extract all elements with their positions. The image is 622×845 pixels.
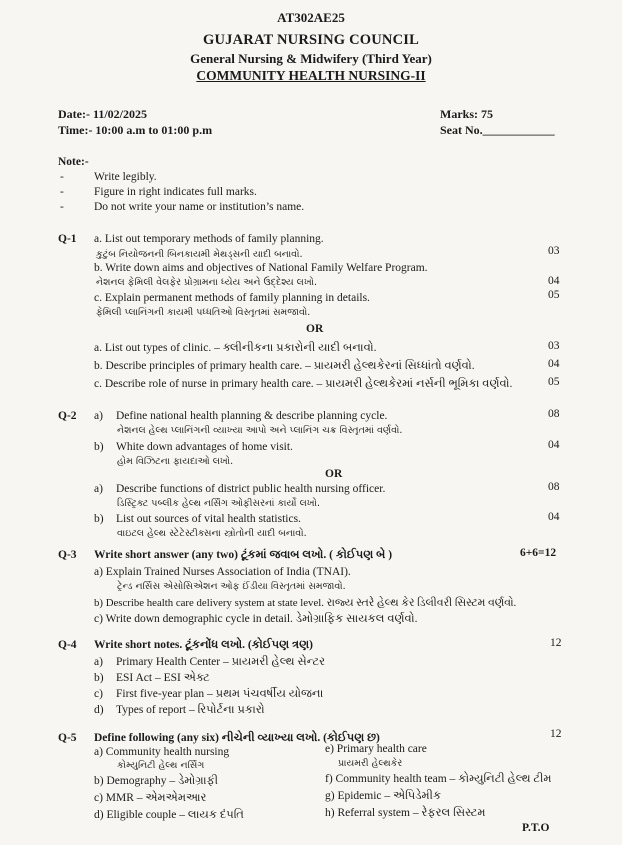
question-text-gujarati: કુટુંબ નિયોજનની બિનકાયમી મેથડ્સની યાદી બનાવો. — [96, 249, 303, 260]
question-text: b) Describe health care delivery system at state level. રાજ્ય સ્તરે હેલ્થ કેર ડિલીવરી સિસ્ટમ વર્ણવો. — [94, 597, 517, 609]
note-bullet: - — [60, 186, 64, 198]
question-number: Q-2 — [58, 410, 77, 422]
question-text: c) Write down demographic cycle in detail. ડેમોગ્રાફિક સાયકલ વર્ણવો. — [94, 613, 418, 625]
question-text-gujarati: નેશનલ ફેમિલી વેલફેર પ્રોગ્રામના ધ્યેય અને ઉદ્દેશ્ય લખો. — [96, 277, 318, 288]
list-item: First five-year plan – પ્રથમ પંચવર્ષીય યોજના — [116, 688, 324, 700]
or-separator: OR — [325, 468, 343, 480]
question-text: Define national health planning & describe planning cycle. — [116, 410, 388, 422]
question-text: List out sources of vital health statistics. — [116, 513, 301, 525]
list-item: c) MMR – એમએમઆર — [94, 792, 207, 804]
notes-title: Note:- — [58, 156, 89, 168]
list-item: e) Primary health care — [325, 743, 427, 755]
question-number: Q-4 — [58, 639, 77, 651]
question-text: b. Write down aims and objectives of National Family Welfare Program. — [94, 262, 428, 274]
question-text-gujarati: ફેમિલી પ્લાનિંગની કાયમી પધ્ધતિઓ વિસ્તૃતમાં સમજાવો. — [96, 307, 311, 318]
list-item-label: d) — [94, 704, 104, 716]
question-marks: 04 — [548, 511, 560, 523]
question-label: b) — [94, 513, 104, 525]
list-item: ESI Act – ESI એક્ટ — [116, 672, 210, 684]
list-item-label: c) — [94, 688, 103, 700]
subject-title: COMMUNITY HEALTH NURSING-II — [196, 68, 426, 83]
list-item: Types of report – રિપોર્ટના પ્રકારો — [116, 704, 265, 716]
paper-code: AT302AE25 — [277, 10, 345, 25]
question-number: Q-5 — [58, 732, 77, 744]
question-marks: 03 — [548, 340, 560, 352]
question-text: c. Describe role of nurse in primary health care. – પ્રાયમરી હેલ્થકેરમાં નર્સની ભૂમિકા વર્ણવો. — [94, 378, 513, 390]
list-item: d) Eligible couple – લાયક દંપતિ — [94, 809, 244, 821]
question-marks: 12 — [550, 728, 562, 740]
question-label: a) — [94, 483, 103, 495]
list-item-gujarati: કોમ્યુનિટી હેલ્થ નર્સિંગ — [117, 760, 205, 771]
question-text: White down advantages of home visit. — [116, 441, 293, 453]
question-title: Write short notes. ટૂંકનોંધ લખો. (કોઈપણ ત્રણ) — [94, 639, 313, 651]
question-marks: 04 — [548, 358, 560, 370]
note-item: Do not write your name or institution’s name. — [94, 201, 305, 213]
question-marks: 08 — [548, 481, 560, 493]
note-item: Figure in right indicates full marks. — [94, 186, 257, 198]
list-item: a) Community health nursing — [94, 746, 230, 758]
question-text: c. Explain permanent methods of family planning in details. — [94, 292, 370, 304]
question-text: a. List out types of clinic. – ક્લીનીકના પ્રકારોની યાદી બનાવો. — [94, 342, 377, 354]
question-marks: 05 — [548, 289, 560, 301]
program-name: General Nursing & Midwifery (Third Year) — [190, 51, 432, 66]
list-item: g) Epidemic – એપિડેમીક — [325, 790, 442, 802]
question-marks: 04 — [548, 439, 560, 451]
or-separator: OR — [306, 323, 324, 335]
question-title: Write short answer (any two) ટૂંકમાં જવાબ લખો. ( કોઈપણ બે ) — [94, 549, 393, 561]
exam-time: Time:- 10:00 a.m to 01:00 p.m — [58, 123, 213, 137]
question-marks: 03 — [548, 245, 560, 257]
question-text-gujarati: ટ્રેન્ડ નર્સિસ એસોસિએશન ઓફ ઈંડીયા વિસ્તૃતમાં સમજાવો. — [117, 581, 346, 592]
question-text: Describe functions of district public health nursing officer. — [116, 483, 386, 495]
list-item-gujarati: પ્રાયમરી હેલ્થકેર — [338, 758, 403, 769]
question-label: a) — [94, 410, 103, 422]
question-marks: 05 — [548, 376, 560, 388]
question-text-gujarati: વાઇટલ હેલ્થ સ્ટેટેસ્ટીક્સના સ્ત્રોતોની યાદી બનાવો. — [117, 528, 307, 539]
question-title: Define following (any six) નીચેની વ્યાખ્યા લખો. (કોઈપણ છ) — [94, 732, 380, 744]
question-number: Q-1 — [58, 233, 77, 245]
list-item: f) Community health team – કોમ્યુનિટી હેલ્થ ટીમ — [325, 773, 552, 785]
question-text: b. Describe principles of primary health care. – પ્રાયમરી હેલ્થકેરનાં સિધ્ધાંતો વર્ણવો. — [94, 360, 475, 372]
page-turn-over: P.T.O — [522, 822, 550, 834]
note-item: Write legibly. — [94, 171, 157, 183]
question-marks: 08 — [548, 408, 560, 420]
council-name: GUJARAT NURSING COUNCIL — [203, 32, 419, 48]
question-text-gujarati: ડિસ્ટ્રિક્ટ પબ્લીક હેલ્થ નર્સિંગ ઓફીસરનાં કાર્યો લખો. — [117, 498, 320, 509]
question-marks: 12 — [550, 637, 562, 649]
list-item-label: a) — [94, 656, 103, 668]
list-item-label: b) — [94, 672, 104, 684]
question-text: a) Explain Trained Nurses Association of India (TNAI). — [94, 566, 351, 578]
question-label: b) — [94, 441, 104, 453]
question-marks: 04 — [548, 275, 560, 287]
question-text: a. List out temporary methods of family planning. — [94, 233, 324, 245]
total-marks: Marks: 75 — [440, 107, 493, 121]
note-bullet: - — [60, 201, 64, 213]
seat-number: Seat No.____________ — [440, 123, 555, 137]
question-text-gujarati: નેશનલ હેલ્થ પ્લાનિંગની વ્યાખ્યા આપો અને પ્લાનિંગ ચક્ર વિસ્તૃતમાં વર્ણવો. — [117, 425, 403, 436]
question-number: Q-3 — [58, 549, 77, 561]
exam-date: Date:- 11/02/2025 — [58, 107, 147, 121]
question-marks: 6+6=12 — [520, 547, 557, 559]
list-item: Primary Health Center – પ્રાયમરી હેલ્થ સેન્ટર — [116, 656, 326, 668]
list-item: b) Demography – ડેમોગ્રાફી — [94, 775, 219, 787]
question-text-gujarati: હોમ વિઝિટના ફાયદાઓ લખો. — [117, 456, 234, 467]
note-bullet: - — [60, 171, 64, 183]
list-item: h) Referral system – રેફરલ સિસ્ટમ — [325, 807, 486, 819]
